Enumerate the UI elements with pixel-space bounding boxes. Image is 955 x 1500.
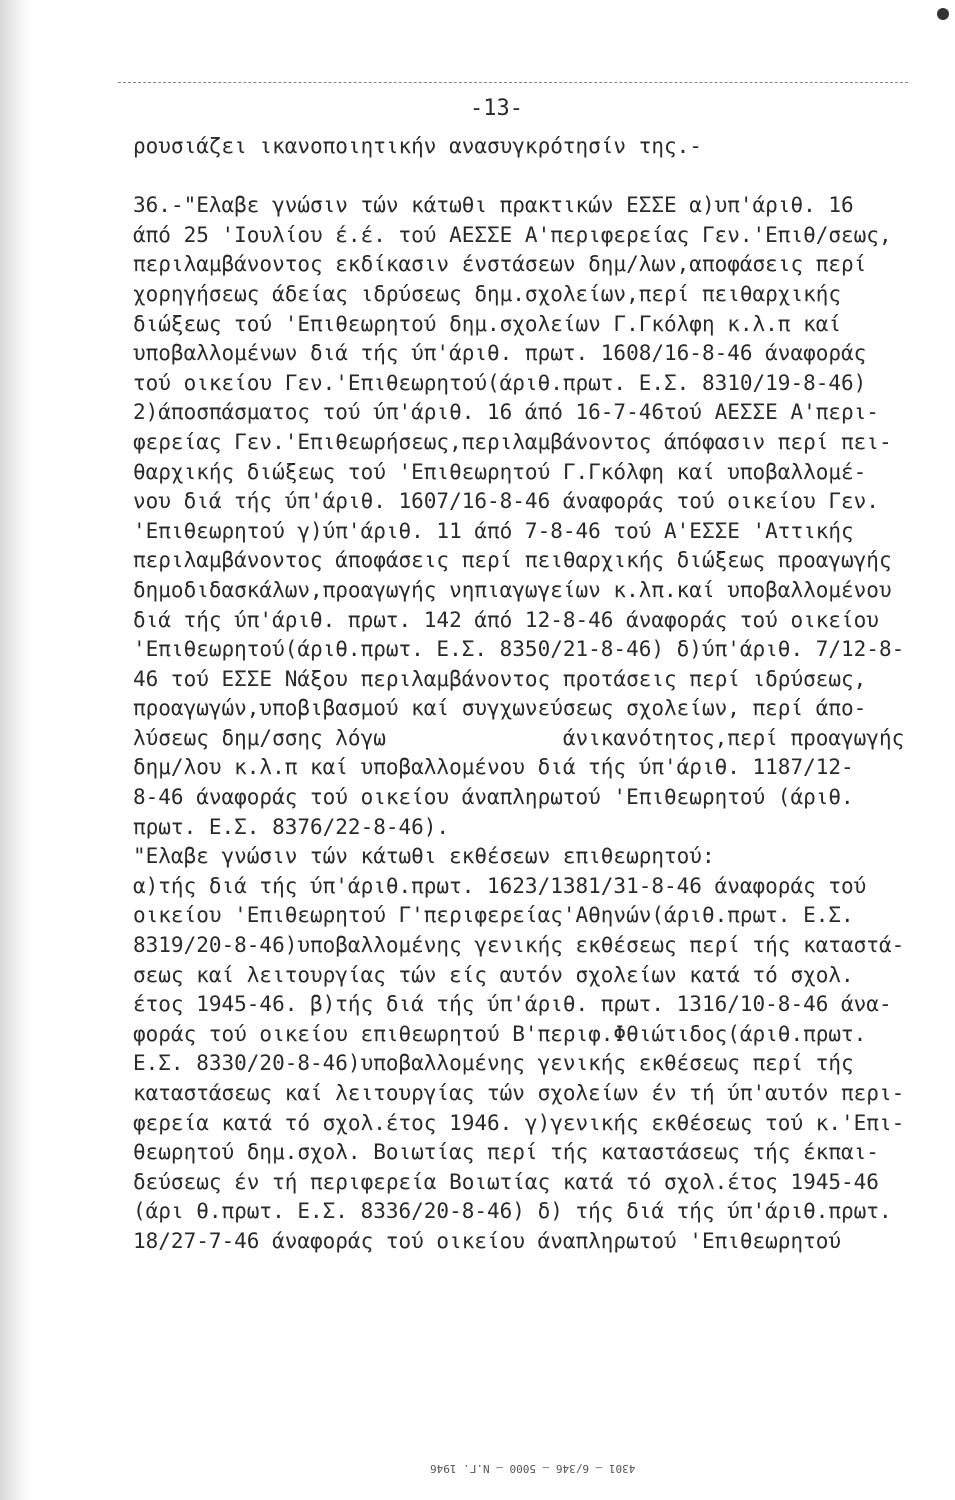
text-line: δεύσεως έν τή περιφερεία Βοιωτίας κατά τό σχολ.έτος 1945-46 <box>133 1169 879 1194</box>
text-line: 8319/20-8-46)υποβαλλομένης γενικής εκθέσεως περί τής καταστά- <box>133 933 905 958</box>
text-line: καταστάσεως καί λειτουργίας τών σχολείων έν τή ύπ'αυτόν περι- <box>133 1081 905 1105</box>
page-number: -13- <box>470 96 523 121</box>
text-line: υποβαλλομένων διά τής ύπ'άριθ. πρωτ. 1608/16-8-46 άναφοράς <box>133 341 867 366</box>
text-line: πρωτ. Ε.Σ. 8376/22-8-46). <box>133 814 450 839</box>
text-line: προαγωγών,υποβιβασμού καί συγχωνεύσεως σχολείων, περί άπο- <box>133 696 867 721</box>
text-line: ρουσιάζει ικανοποιητικήν ανασυγκρότησίν της.- <box>133 134 702 158</box>
text-line: έτος 1945-46. β)τής διά τής ύπ'άριθ. πρωτ. 1316/10-8-46 άνα- <box>133 992 892 1017</box>
text-line: λύσεως δημ/σσης λόγω άνικανότητος,περί προαγωγής <box>133 725 905 750</box>
text-line: δημ/λου κ.λ.π καί υποβαλλομένου διά τής ύπ'άριθ. 1187/12- <box>133 755 854 780</box>
text-line: άπό 25 'Ιουλίου έ.έ. τού ΑΕΣΣΕ Α'περιφερείας Γεν.'Επιθ/σεως, <box>133 222 892 247</box>
text-line: φερεία κατά τό σχολ.έτος 1946. γ)γενικής εκθέσεως τού κ.'Επι- <box>133 1110 905 1135</box>
top-rule <box>118 82 908 83</box>
printer-footer: 4301 — 6/346 — 5000 — Ν.Γ. 1946 <box>430 1462 636 1475</box>
text-line: 18/27-7-46 άναφοράς τού οικείου άναπληρωτού 'Επιθεωρητού <box>133 1228 842 1253</box>
text-line: οικείου 'Επιθεωρητού Γ'περιφερείας'Αθηνών(άριθ.πρωτ. Ε.Σ. <box>133 903 854 928</box>
body-text <box>133 132 933 1257</box>
text-line: 'Επιθεωρητού γ)ύπ'άριθ. 11 άπό 7-8-46 τού Α'ΕΣΣΕ 'Αττικής <box>133 518 854 543</box>
text-line: φερείας Γεν.'Επιθεωρήσεως,περιλαμβάνοντος άπόφασιν περί πει- <box>133 429 892 454</box>
binding-edge <box>0 0 30 1500</box>
text-line: α)τής διά τής ύπ'άριθ.πρωτ. 1623/1381/31-8-46 άναφοράς τού <box>133 873 867 898</box>
text-line: χορηγήσεως άδείας ιδρύσεως δημ.σχολείων,περί πειθαρχικής <box>133 281 842 306</box>
text-line: θαρχικής διώξεως τού 'Επιθεωρητού Γ.Γκόλφη καί υποβαλλομέ- <box>133 459 867 484</box>
text-line: 36.-"Ελαβε γνώσιν τών κάτωθι πρακτικών ΕΣΣΕ α)υπ'άριθ. 16 <box>133 193 854 218</box>
text-line: νου διά τής ύπ'άριθ. 1607/16-8-46 άναφοράς τού οικείου Γεν. <box>133 489 879 514</box>
text-line: διά τής ύπ'άριθ. πρωτ. 142 άπό 12-8-46 άναφοράς τού οικείου <box>133 607 879 632</box>
text-line: "Ελαβε γνώσιν τών κάτωθι εκθέσεων επιθεωρητού: <box>133 844 715 869</box>
text-line: περιλαμβάνοντος εκδίκασιν ένστάσεων δημ/λων,αποφάσεις περί <box>133 252 867 277</box>
text-line: 2)άποσπάσματος τού ύπ'άριθ. 16 άπό 16-7-46τού ΑΕΣΣΕ Α'περι- <box>133 400 879 425</box>
text-line: 8-46 άναφοράς τού οικείου άναπληρωτού 'Επιθεωρητού (άριθ. <box>133 785 854 810</box>
text-line: διώξεως τού 'Επιθεωρητού δημ.σχολείων Γ.Γκόλφη κ.λ.π καί <box>133 311 842 336</box>
text-line: 46 τού ΕΣΣΕ Νάξου περιλαμβάνοντος προτάσεις περί ιδρύσεως, <box>133 666 867 691</box>
text-line: (άρι θ.πρωτ. Ε.Σ. 8336/20-8-46) δ) τής διά τής ύπ'άριθ.πρωτ. <box>133 1199 892 1224</box>
text-line: 'Επιθεωρητού(άριθ.πρωτ. Ε.Σ. 8350/21-8-46) δ)ύπ'άριθ. 7/12-8- <box>133 637 905 662</box>
text-line: φοράς τού οικείου επιθεωρητού Β'περιφ.Φθιώτιδος(άριθ.πρωτ. <box>133 1021 867 1046</box>
text-line: τού οικείου Γεν.'Επιθεωρητού(άριθ.πρωτ. Ε.Σ. 8310/19-8-46) <box>133 370 867 395</box>
text-line <box>133 162 933 192</box>
text-line: δημοδιδασκάλων,προαγωγής νηπιαγωγείων κ.λπ.καί υποβαλλομένου <box>133 577 892 602</box>
corner-mark <box>937 8 949 20</box>
text-line: θεωρητού δημ.σχολ. Βοιωτίας περί τής καταστάσεως τής έκπαι- <box>133 1140 879 1165</box>
text-line: σεως καί λειτουργίας τών είς αυτόν σχολείων κατά τό σχολ. <box>133 962 854 987</box>
text-line: Ε.Σ. 8330/20-8-46)υποβαλλομένης γενικής εκθέσεως περί τής <box>133 1051 854 1076</box>
text-line: περιλαμβάνοντος άποφάσεις περί πειθαρχικής διώξεως προαγωγής <box>133 548 892 573</box>
